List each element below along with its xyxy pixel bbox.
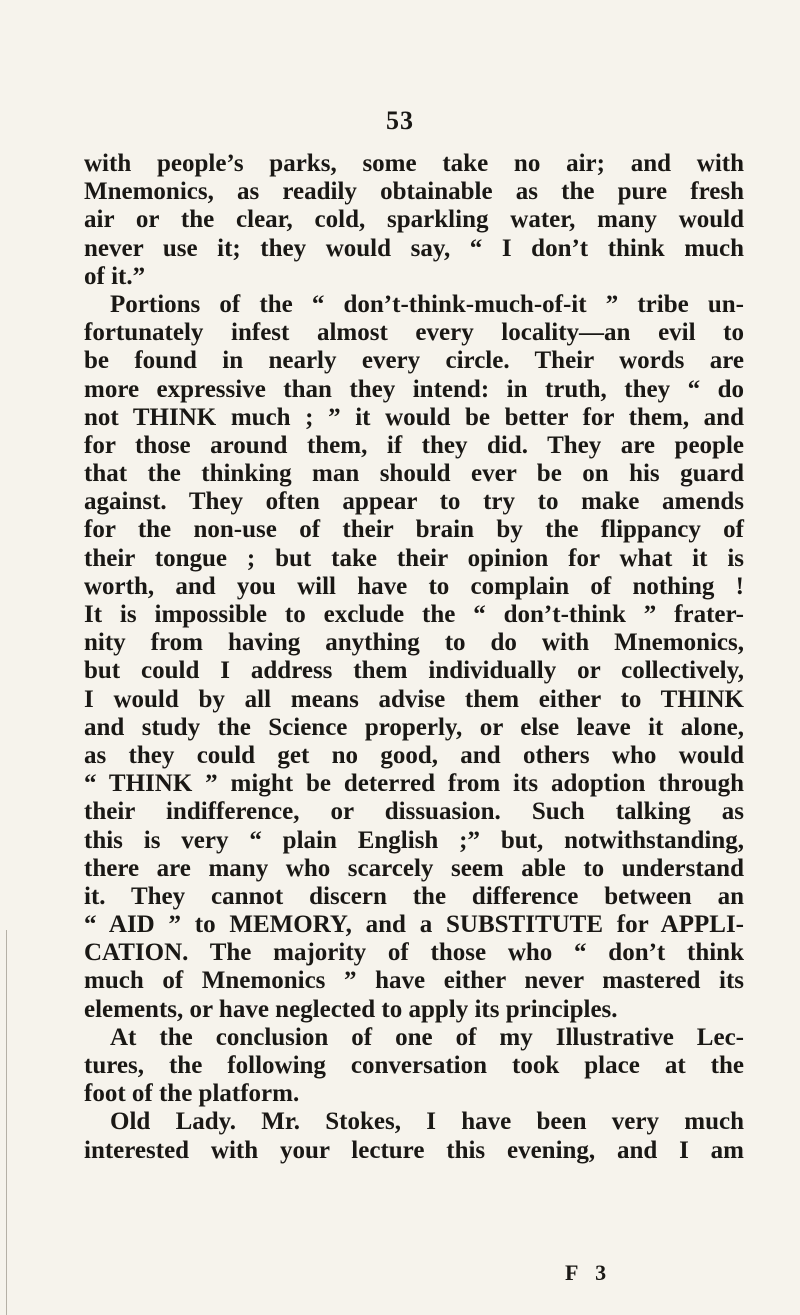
text-line: for those around them, if they did. They are people: [84, 431, 744, 459]
text-line: elements, or have neglected to apply its principles.: [84, 995, 618, 1023]
text-line: not THINK much ; ” it would be better for them, and: [84, 403, 744, 431]
text-line: I would by all means advise them either to THINK: [84, 685, 744, 713]
text-line: it. They cannot discern the difference between an: [84, 882, 744, 910]
text-line: be found in nearly every circle. Their words are: [84, 347, 744, 375]
page-number: 53: [386, 106, 414, 135]
text-line: much of Mnemonics ” have either never mastered its: [84, 967, 744, 995]
text-line: for the non-use of their brain by the flippancy of: [84, 516, 744, 544]
text-line: their indifference, or dissuasion. Such talking as: [84, 798, 744, 826]
text-line: At the conclusion of one of my Illustrative Lec-: [110, 1023, 744, 1051]
text-line: CATION. The majority of those who “ don’t think: [84, 939, 744, 967]
text-line: interested with your lecture this evening, and I am: [84, 1136, 744, 1164]
text-line: with people’s parks, some take no air; and with: [84, 150, 744, 177]
text-line: that the thinking man should ever be on his guard: [84, 460, 744, 488]
text-line: Portions of the “ don’t-think-much-of-it ” tribe un-: [110, 290, 744, 318]
text-line: their tongue ; but take their opinion for what it is: [84, 544, 744, 572]
text-line: “ THINK ” might be deterred from its adoption through: [84, 770, 744, 798]
text-line: against. They often appear to try to make amends: [84, 488, 744, 516]
text-line: nity from having anything to do with Mnemonics,: [84, 629, 744, 657]
text-line: worth, and you will have to complain of nothing !: [84, 572, 744, 600]
text-line: foot of the platform.: [84, 1080, 300, 1108]
text-line: this is very “ plain English ;” but, notwithstanding,: [84, 826, 744, 854]
text-line: never use it; they would say, “ I don’t think much: [84, 234, 744, 262]
body-text: [84, 150, 744, 1165]
text-line: more expressive than they intend: in truth, they “ do: [84, 375, 744, 403]
text-line: Old Lady. Mr. Stokes, I have been very much: [110, 1108, 744, 1136]
text-line: Mnemonics, as readily obtainable as the pure fresh: [84, 178, 744, 206]
text-line: of it.”: [84, 262, 146, 290]
text-line: air or the clear, cold, sparkling water, many would: [84, 206, 744, 234]
text-line: and study the Science properly, or else leave it alone,: [84, 713, 744, 741]
text-line: there are many who scarcely seem able to understand: [84, 854, 744, 882]
text-line: “ AID ” to MEMORY, and a SUBSTITUTE for APPLI-: [84, 911, 744, 939]
page-edge-rule: [6, 930, 7, 1315]
text-line: as they could get no good, and others who would: [84, 741, 744, 769]
printer-signature-mark: F 3: [565, 1260, 613, 1285]
text-line: fortunately infest almost every locality—an evil to: [84, 319, 744, 347]
text-line: but could I address them individually or collectively,: [84, 657, 744, 685]
text-line: tures, the following conversation took place at the: [84, 1052, 744, 1079]
text-line: It is impossible to exclude the “ don’t-think ” frater-: [84, 601, 744, 628]
